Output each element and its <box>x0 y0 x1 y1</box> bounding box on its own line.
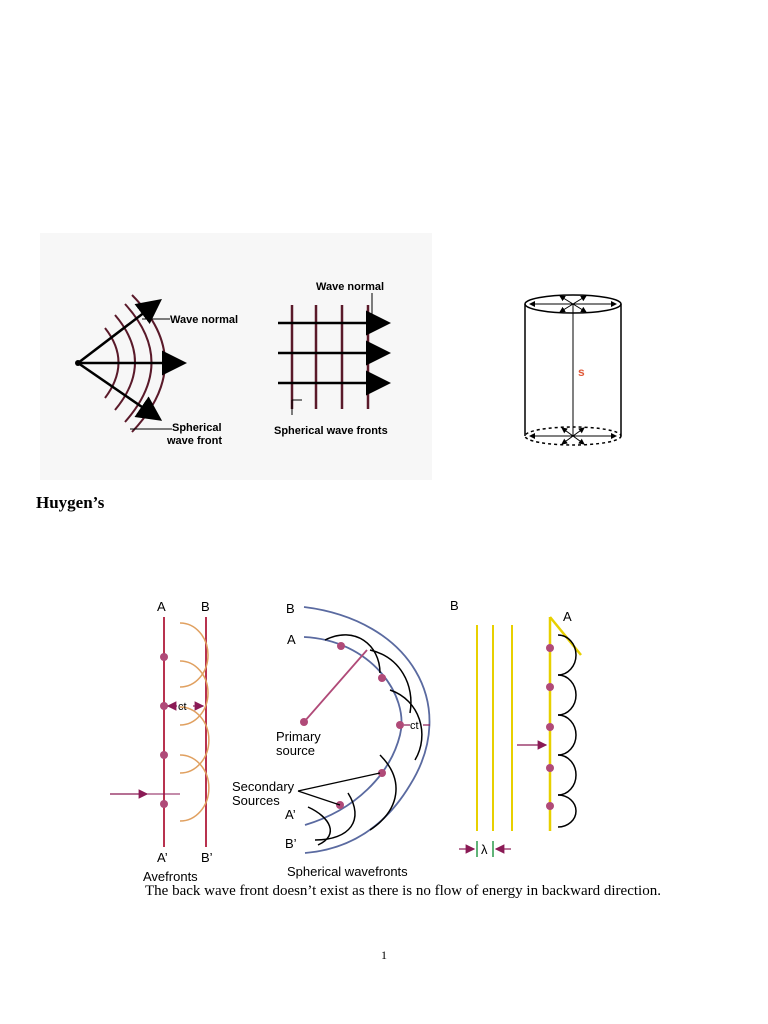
pointer-secondary-2 <box>298 791 340 805</box>
wavelet-3 <box>180 707 209 773</box>
primary-source <box>300 718 308 726</box>
label-B-prime-sph: B’ <box>285 836 297 851</box>
label-spherical-wavefronts: Spherical wavefronts <box>287 864 408 879</box>
yel-source-1 <box>546 644 554 652</box>
spherical-huygens-diagram <box>230 595 445 885</box>
label-A-prime-sph: A’ <box>285 807 296 822</box>
wavelet-4 <box>180 755 209 821</box>
label-avefronts: Avefronts <box>143 869 198 884</box>
label-spherical-wave-fronts: Spherical wave fronts <box>274 425 388 437</box>
yel-wavelet-3 <box>558 715 576 755</box>
top-arrow-dr <box>573 304 586 312</box>
yel-wavelet-2 <box>558 675 576 715</box>
secondary-source-2 <box>160 702 168 710</box>
bottom-arrow-ur <box>573 428 584 436</box>
label-primary-2: source <box>276 743 316 758</box>
label-wave-normal: Wave normal <box>170 314 239 326</box>
label-B-yel: B <box>450 598 459 613</box>
yel-source-2 <box>546 683 554 691</box>
yel-wavelet-5 <box>558 795 576 827</box>
label-spherical-line2: wave front <box>167 435 223 447</box>
yel-source-5 <box>546 802 554 810</box>
cylinder-diagram <box>518 290 628 450</box>
top-arrow-ul <box>560 296 573 304</box>
secondary-source-4 <box>160 800 168 808</box>
yel-source-3 <box>546 723 554 731</box>
top-arrow-ur <box>573 296 586 304</box>
bottom-arrow-dl <box>562 436 573 444</box>
top-arrow-dl <box>560 304 573 312</box>
label-primary-1: Primary <box>276 729 321 744</box>
sph-secondary-2 <box>378 674 386 682</box>
sph-wavelet-2 <box>370 650 411 713</box>
yel-wavelet-1 <box>558 635 576 675</box>
sph-wavelet-4 <box>370 755 396 830</box>
label-lambda: λ <box>481 842 488 857</box>
sph-wavelet-5 <box>315 793 355 840</box>
label-A: A <box>157 599 166 614</box>
spherical-wavefront-diagram <box>60 290 260 460</box>
section-heading: Huygen’s <box>36 493 105 512</box>
label-A-yel: A <box>563 609 572 624</box>
label-B-prime: B’ <box>201 850 213 865</box>
wavelength-diagram <box>445 595 595 865</box>
label-B: B <box>201 599 210 614</box>
label-B-sph: B <box>286 601 295 616</box>
label-A-sph: A <box>287 632 296 647</box>
bottom-arrow-ul <box>562 428 573 436</box>
label-A-prime: A’ <box>157 850 168 865</box>
plane-huygens-diagram <box>105 595 235 885</box>
label-ct: ct <box>178 701 187 713</box>
yel-source-4 <box>546 764 554 772</box>
bottom-arrow-dr <box>573 436 584 444</box>
sph-secondary-3 <box>396 721 404 729</box>
plane-wavefront-grid-diagram <box>268 275 418 440</box>
label-wave-normal-mid: Wave normal <box>316 281 385 293</box>
label-spherical-line1: Spherical <box>172 422 222 434</box>
label-s: s <box>578 365 585 379</box>
yel-wavelet-4 <box>558 755 576 795</box>
secondary-source-3 <box>160 751 168 759</box>
label-ct-sph: ct <box>410 720 419 732</box>
sph-secondary-1 <box>337 642 345 650</box>
secondary-source-1 <box>160 653 168 661</box>
page-number: 1 <box>381 948 387 962</box>
label-secondary-2: Sources <box>232 793 280 808</box>
primary-ray <box>304 650 367 722</box>
figure-caption: The back wave front doesn’t exist as there is no flow of energy in backward direction. <box>145 883 661 899</box>
label-secondary-1: Secondary <box>232 779 295 794</box>
